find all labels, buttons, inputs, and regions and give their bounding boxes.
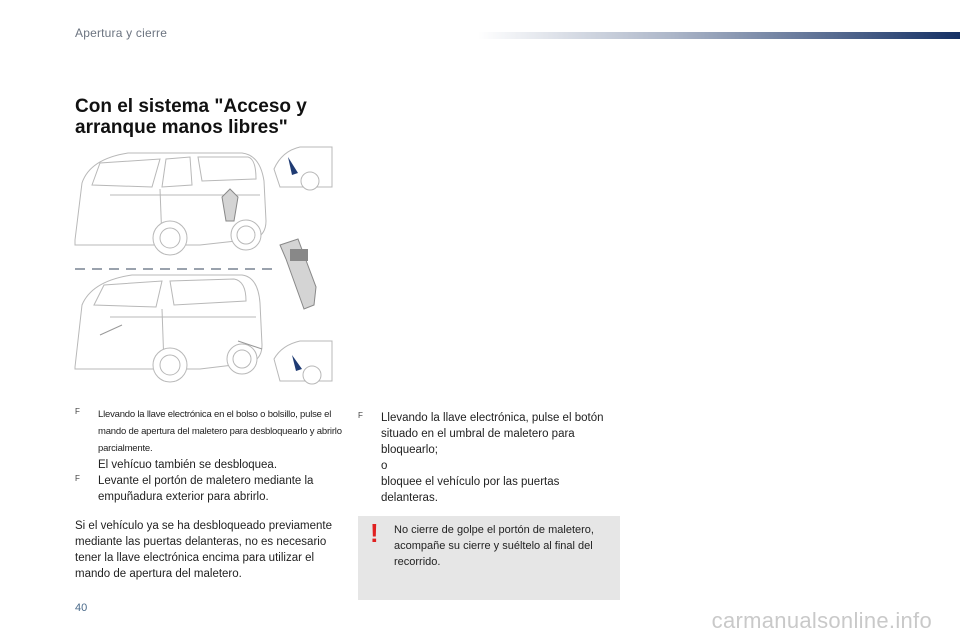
bullet-marker: F	[75, 407, 80, 416]
step-unlock-note: El vehícuo también se desbloquea.	[98, 459, 278, 471]
warning-box	[358, 516, 620, 600]
page-heading: Con el sistema "Acceso y arranque manos libres"	[75, 96, 307, 138]
step-lock-alt-text: bloquee el vehículo por las puertas delanteras.	[381, 476, 560, 504]
watermark: carmanualsonline.info	[711, 608, 932, 633]
step-unlock-text: Llevando la llave electrónica en el bolso o bolsillo, pulse el mando de apertura del maletero para desbloquearlo y abrirlo parcialmente.	[98, 409, 342, 454]
car-trunk-illustration	[70, 145, 340, 400]
page-number: 40	[75, 602, 88, 614]
warning-icon: !	[370, 518, 379, 548]
bullet-marker: F	[75, 474, 80, 483]
unlocked-paragraph: Si el vehículo ya se ha desbloqueado previamente mediante las puertas delanteras, no es necesario tener la llave electrónica encima para utilizar el mando de apertura del maletero.	[75, 520, 333, 580]
section-title: Apertura y cierre	[75, 26, 168, 40]
step-open-text: Levante el portón de maletero mediante la empuñadura exterior para abrirlo.	[98, 475, 314, 503]
step-lock-text: Llevando la llave electrónica, pulse el botón situado en el umbral de maletero para bloquearlo;	[381, 412, 604, 456]
or-text: o	[381, 460, 388, 472]
bullet-marker: F	[358, 411, 363, 420]
warning-text: No cierre de golpe el portón de maletero, acompañe su cierre y suéltelo al final del recorrido.	[394, 524, 594, 568]
header-bar	[478, 32, 960, 39]
